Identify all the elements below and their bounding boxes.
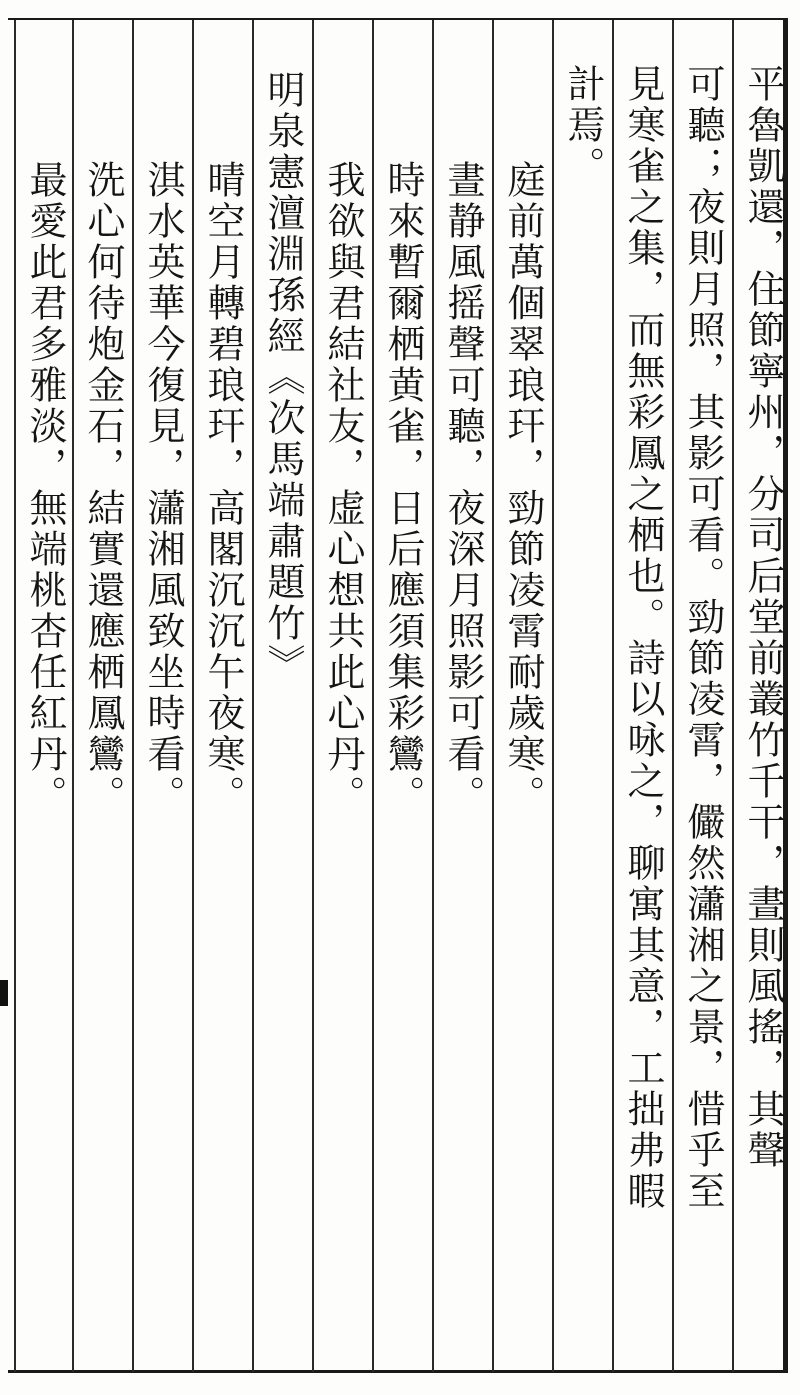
column-rule <box>492 20 494 1372</box>
column-rule <box>132 20 134 1372</box>
column-rule <box>252 20 254 1372</box>
column-rule <box>672 20 674 1372</box>
column-rule <box>72 20 74 1372</box>
column-rule <box>552 20 554 1372</box>
poem-1-line-1: 庭前萬個翠琅玕，勁節凌霄耐歲寒。 <box>501 160 545 816</box>
column-rule <box>192 20 194 1372</box>
poem-2-line-3: 洗心何待炮金石，結實還應栖鳳鸞。 <box>81 160 125 816</box>
column-rule <box>432 20 434 1372</box>
column-rule <box>612 20 614 1372</box>
column-rule <box>14 20 16 1372</box>
poem-2-title: 明泉憲澶淵孫經《次馬端肅題竹》 <box>261 70 305 685</box>
poem-2-line-2: 淇水英華今復見，瀟湘風致坐時看。 <box>141 160 185 816</box>
text-column-3: 見寒雀之集，而無彩鳳之栖也。詩以咏之，聊寓其意，工拙弗暇 <box>621 64 665 1212</box>
poem-2-line-1: 晴空月轉碧琅玕，高閣沉沉午夜寒。 <box>201 160 245 816</box>
text-column-1: 平魯凱還，住節寧州，分司后堂前叢竹千干，晝則風搖，其聲 <box>741 64 785 1171</box>
column-rule <box>312 20 314 1372</box>
binding-mark <box>0 980 8 1006</box>
poem-1-line-3: 時來暫爾栖黄雀，日后應須集彩鸞。 <box>381 160 425 816</box>
poem-1-line-2: 晝静風摇聲可聽，夜深月照影可看。 <box>441 160 485 816</box>
poem-1-line-4: 我欲與君結社友，虚心想共此心丹。 <box>321 160 365 816</box>
column-rule <box>372 20 374 1372</box>
text-column-2: 可聽；夜則月照，其影可看。勁節凌霄，儼然瀟湘之景，惜乎至 <box>681 64 725 1212</box>
poem-2-line-4: 最愛此君多雅淡，無端桃杏任紅丹。 <box>23 160 67 816</box>
text-column-4: 計焉。 <box>561 64 605 187</box>
column-rule <box>732 20 734 1372</box>
